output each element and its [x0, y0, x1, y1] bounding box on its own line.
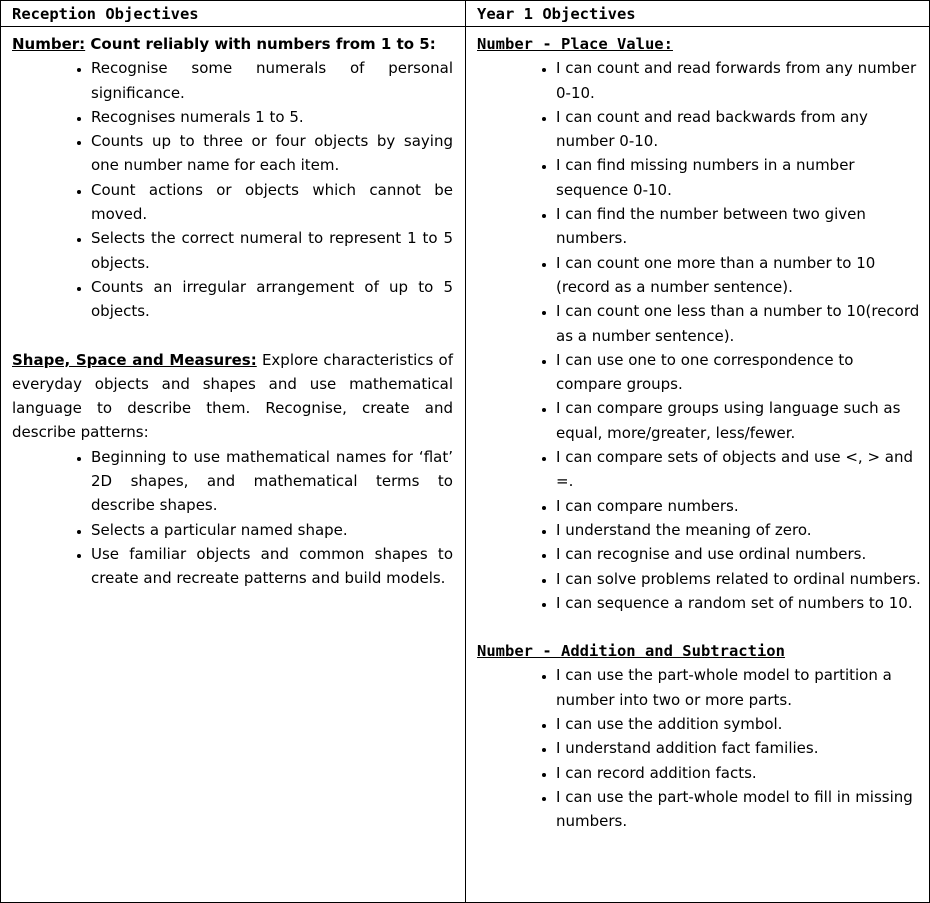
list-item: • I can use the addition symbol. — [556, 712, 921, 736]
list-item: • I can find missing numbers in a number sequence 0-10. — [556, 153, 921, 202]
list-item: • Recognise some numerals of personal significance. — [91, 56, 453, 105]
list-item: • I can solve problems related to ordinal numbers. — [556, 567, 921, 591]
place-value-list — [477, 56, 921, 615]
list-item: • I can use one to one correspondence to compare groups. — [556, 348, 921, 397]
number-title-label: Number: — [12, 35, 86, 53]
list-item: • I can compare groups using language such as equal, more/greater, less/fewer. — [556, 396, 921, 445]
list-item: • I can count and read backwards from any number 0-10. — [556, 105, 921, 154]
list-item: • I understand addition fact families. — [556, 736, 921, 760]
list-item: • I can compare numbers. — [556, 494, 921, 518]
list-item: • I can count and read forwards from any number 0-10. — [556, 56, 921, 105]
list-item: • I can recognise and use ordinal numbers. — [556, 542, 921, 566]
shape-objectives-list — [12, 445, 453, 591]
list-item: • Count actions or objects which cannot be moved. — [91, 178, 453, 227]
number-title-rest: Count reliably with numbers from 1 to 5: — [85, 35, 436, 53]
number-section-title — [12, 32, 453, 56]
list-item: • Selects the correct numeral to represent 1 to 5 objects. — [91, 226, 453, 275]
year1-cell — [466, 27, 929, 834]
list-item: • Counts an irregular arrangement of up to 5 objects. — [91, 275, 453, 324]
spacer — [477, 615, 921, 639]
list-item: • I can record addition facts. — [556, 761, 921, 785]
addition-title: Number - Addition and Subtraction — [477, 642, 785, 661]
addition-list — [477, 663, 921, 833]
reception-column — [1, 1, 466, 902]
list-item: • I can use the part-whole model to partition a number into two or more parts. — [556, 663, 921, 712]
list-item: • I can find the number between two given numbers. — [556, 202, 921, 251]
reception-cell — [1, 27, 465, 591]
list-item: • Counts up to three or four objects by saying one number name for each item. — [91, 129, 453, 178]
list-item: • I can compare sets of objects and use <, > and =. — [556, 445, 921, 494]
list-item: • I can count one less than a number to 10(record as a number sentence). — [556, 299, 921, 348]
shape-intro-text: Explore characteristics of everyday objects and shapes and use mathematical language to describe them. Recognise, create and describe patterns: — [12, 350, 453, 442]
shape-section-intro — [12, 348, 453, 445]
shape-title-label: Shape, Space and Measures: — [12, 350, 257, 369]
number-objectives-list — [12, 56, 453, 323]
year1-header: Year 1 Objectives — [466, 1, 929, 27]
list-item: • I can sequence a random set of numbers to 10. — [556, 591, 921, 615]
place-value-title: Number - Place Value: — [477, 35, 673, 53]
year1-column — [466, 1, 929, 902]
reception-header: Reception Objectives — [1, 1, 465, 27]
list-item: • Selects a particular named shape. — [91, 518, 453, 542]
list-item: • Use familiar objects and common shapes to create and recreate patterns and build models. — [91, 542, 453, 591]
list-item: • I can use the part-whole model to fill in missing numbers. — [556, 785, 921, 834]
list-item: • Beginning to use mathematical names for ‘flat’ 2D shapes, and mathematical terms to describe shapes. — [91, 445, 453, 518]
list-item: • I can count one more than a number to 10 (record as a number sentence). — [556, 251, 921, 300]
spacer — [12, 324, 453, 348]
list-item: • I understand the meaning of zero. — [556, 518, 921, 542]
list-item: • Recognises numerals 1 to 5. — [91, 105, 453, 129]
